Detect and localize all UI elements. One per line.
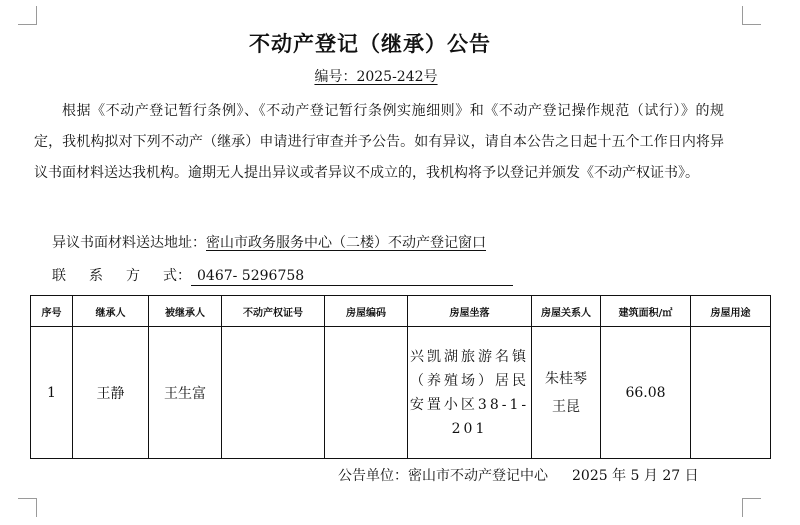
- contact-label: 联系方: [52, 268, 163, 284]
- header-house-code: 房屋编码: [325, 296, 408, 327]
- cell-index: 1: [31, 327, 73, 459]
- table-header-row: [31, 296, 771, 327]
- contact-label-last: 式：: [163, 268, 191, 284]
- related-party-2: 王昆: [552, 398, 580, 415]
- contact-line: [52, 265, 513, 286]
- footer: [338, 465, 699, 485]
- header-area: 建筑面积/㎡: [601, 296, 691, 327]
- corner-mark-bottom-right: [742, 498, 761, 517]
- table-row: [31, 327, 771, 459]
- cell-usage: [691, 327, 771, 459]
- cell-decedent: 王生富: [149, 327, 222, 459]
- doc-number-text: 编号：2025-242号: [314, 69, 438, 85]
- issue-date: 2025 年 5 月 27 日: [572, 468, 699, 484]
- header-heir: 继承人: [73, 296, 149, 327]
- notice-title: 不动产登记（继承）公告: [249, 32, 491, 56]
- cell-house-code: [325, 327, 408, 459]
- header-decedent: 被继承人: [149, 296, 222, 327]
- doc-number: [0, 66, 752, 86]
- header-usage: 房屋用途: [691, 296, 771, 327]
- cell-area: 66.08: [601, 327, 691, 459]
- header-cert-no: 不动产权证号: [222, 296, 325, 327]
- address-value: 密山市政务服务中心（二楼）不动产登记窗口: [206, 235, 486, 251]
- cell-related-party: [532, 327, 601, 459]
- header-related-party: 房屋关系人: [532, 296, 601, 327]
- header-index: 序号: [31, 296, 73, 327]
- notice-body: 根据《不动产登记暂行条例》、《不动产登记暂行条例实施细则》和《不动产登记操作规范（试行）》的规定，我机构拟对下列不动产（继承）申请进行审查并予公告。如有异议，请自本公告之日起十五个工作日内将异议书面材料送达我机构。逾期无人提出异议或者异议不成立的，我机构将予以登记并颁发《不动产权证书》。: [34, 103, 724, 181]
- address-line: [52, 232, 498, 252]
- cell-cert-no: [222, 327, 325, 459]
- header-location: 房屋坐落: [408, 296, 532, 327]
- corner-mark-top-right: [742, 6, 761, 25]
- related-party-1: 朱桂琴: [545, 370, 587, 387]
- corner-mark-top-left: [18, 6, 37, 25]
- corner-mark-bottom-left: [18, 498, 37, 517]
- cell-heir: 王静: [73, 327, 149, 459]
- contact-value: 0467- 5296758: [191, 267, 513, 286]
- registration-table: [30, 295, 771, 459]
- address-label: 异议书面材料送达地址：: [52, 235, 206, 251]
- issuer: 公告单位：密山市不动产登记中心: [338, 468, 548, 484]
- cell-location: 兴凯湖旅游名镇（养殖场）居民安置小区38-1-201: [408, 327, 532, 459]
